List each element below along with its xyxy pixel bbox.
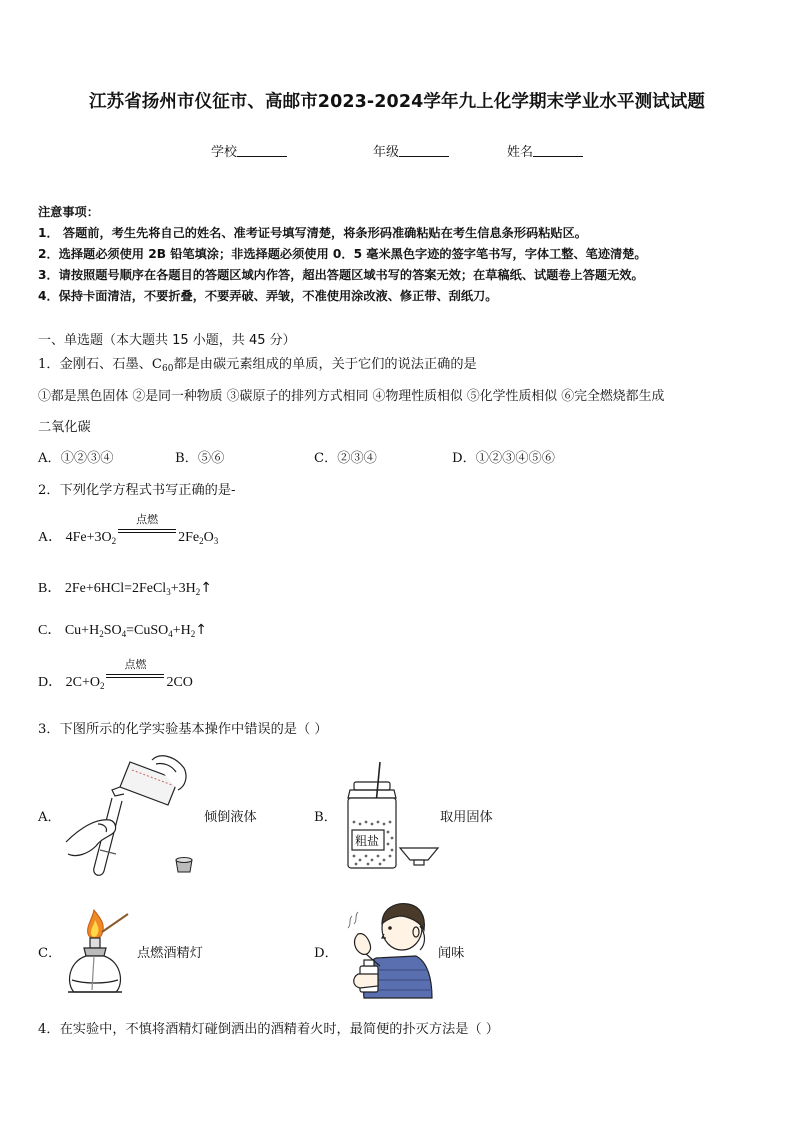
q3-option-a-label: A． [38, 810, 61, 825]
school-blank [237, 144, 287, 157]
q2-stem: 2．下列化学方程式书写正确的是- [38, 483, 236, 498]
gas-arrow-icon: ↑ [195, 622, 207, 638]
pouring-liquid-icon [60, 750, 200, 880]
salt-jar-label: 粗盐 [355, 834, 380, 848]
equation-mid: =CuSO [126, 623, 169, 638]
reaction-condition [104, 658, 166, 686]
alcohol-lamp-icon [60, 904, 136, 998]
equation-tail: +3H [170, 581, 196, 596]
equation-text: Cu+H [64, 623, 100, 638]
equation-reactants: 2C+O [65, 675, 100, 690]
q1-stem-text: 1．金刚石、石墨、C [38, 357, 162, 372]
q3-option-d-label: D． [314, 946, 338, 961]
smelling-icon [336, 900, 436, 1000]
name-label: 姓名 [507, 145, 534, 160]
q1-statements-cont: 二氧化碳 [38, 420, 91, 435]
q2-option-d: D． $2C+O_2$ 点燃 2CO [38, 658, 193, 691]
q3-option-a-caption: 倾倒液体 [204, 810, 257, 825]
q2-option-a: A． $4Fe+3O_2$ 点燃 $2Fe_2O_3$ [38, 513, 219, 546]
q1-option-c: C．②③④ [314, 451, 377, 466]
school-field [211, 141, 287, 160]
q1-stem-text-end: 都是由碳元素组成的单质，关于它们的说法正确的是 [173, 357, 477, 372]
q1-stem [38, 353, 477, 374]
equation-products: 2Fe [178, 530, 200, 545]
q3-option-b-label: B． [314, 810, 337, 825]
reaction-condition [116, 513, 178, 541]
option-label: D． [38, 675, 63, 690]
grade-label: 年级 [373, 145, 400, 160]
q3-option-c-caption: 点燃酒精灯 [137, 946, 203, 961]
section-heading: 一、单选题（本大题共 15 小题，共 45 分） [38, 333, 296, 348]
equation-products-o: O [203, 530, 214, 545]
q3-option-b-caption: 取用固体 [440, 810, 493, 825]
grade-field [373, 141, 449, 160]
option-label: A． [38, 530, 63, 545]
q3-stem: 3．下图所示的化学实验基本操作中错误的是（ ） [38, 722, 328, 737]
equation-so4: SO [103, 623, 122, 638]
notice-item: 3．请按照题号顺序在各题目的答题区域内作答，超出答题区域书写的答案无效；在草稿纸、试题卷上答题无效。 [38, 268, 644, 282]
q1-option-b: B．⑤⑥ [175, 451, 225, 466]
q2-option-b: B． $2Fe+6HCl=2FeCl_3+3H_2↑$ [38, 580, 212, 597]
name-blank [533, 144, 583, 157]
notice-heading: 注意事项： [38, 205, 99, 219]
q1-statements: ①都是黑色固体 ②是同一种物质 ③碳原子的排列方式相同 ④物理性质相似 ⑤化学性质相似 ⑥完全燃烧都生成 [38, 389, 665, 404]
grade-blank [399, 144, 449, 157]
equation-reactants: 4Fe+3O [65, 530, 112, 545]
q3-option-c-label: C． [38, 946, 62, 961]
q3-option-d-caption: 闻味 [438, 946, 465, 961]
notice-item: 1． 答题前，考生先将自己的姓名、准考证号填写清楚，将条形码准确粘贴在考生信息条形码粘贴区。 [38, 226, 587, 240]
gas-arrow-icon: ↑ [200, 580, 212, 596]
option-label: C． [38, 623, 62, 638]
notice-item: 4．保持卡面清洁，不要折叠，不要弄破、弄皱，不准使用涂改液、修正带、刮纸刀。 [38, 289, 498, 303]
q4-stem: 4．在实验中，不慎将酒精灯碰倒洒出的酒精着火时，最简便的扑灭方法是（ ） [38, 1022, 499, 1037]
taking-solid-icon [336, 760, 441, 872]
name-field [507, 141, 583, 160]
q2-option-c: C． $Cu+H_2SO_4=CuSO_4+H_2↑$ [38, 622, 207, 639]
equation-text: 2Fe+6HCl=2FeCl [64, 581, 167, 596]
q1-option-d: D．①②③④⑤⑥ [452, 451, 555, 466]
option-label: B． [38, 581, 62, 596]
school-label: 学校 [211, 145, 238, 160]
equation-tail: +H [172, 623, 191, 638]
page-title: 江苏省扬州市仪征市、高邮市2023-2024学年九上化学期末学业水平测试试题 [89, 92, 705, 112]
q1-stem-subscript: 60 [161, 364, 174, 374]
condition-label: 点燃 [136, 513, 159, 526]
condition-label: 点燃 [124, 658, 147, 671]
notice-item: 2．选择题必须使用 2B 铅笔填涂；非选择题必须使用 0．5 毫米黑色字迹的签字笔书写，字体工整、笔迹清楚。 [38, 247, 647, 261]
q1-option-a: A．①②③④ [38, 451, 114, 466]
equation-products: 2CO [166, 675, 193, 690]
